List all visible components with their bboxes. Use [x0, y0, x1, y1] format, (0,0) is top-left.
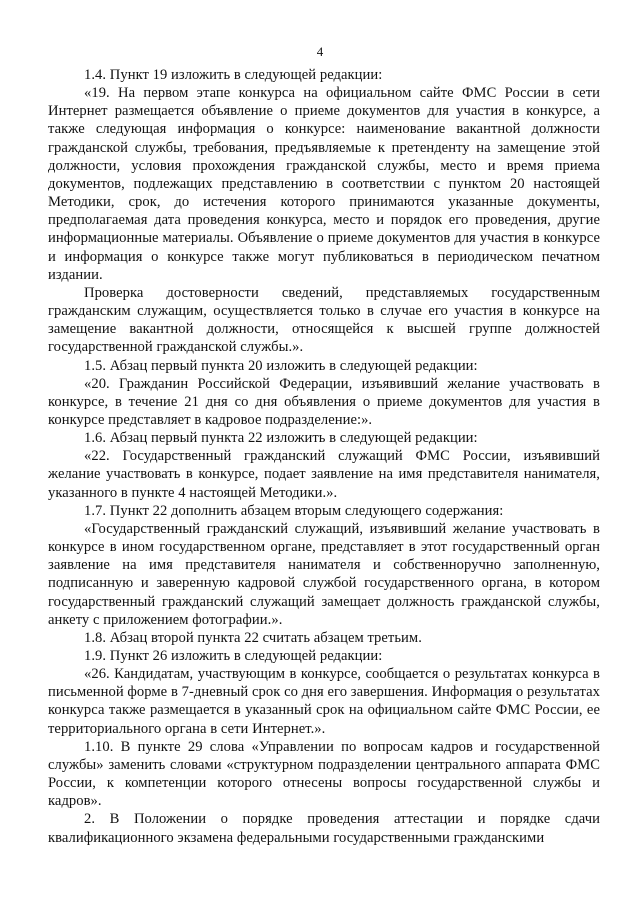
paragraph: 1.4. Пункт 19 изложить в следующей редакции: [84, 67, 383, 83]
paragraph: «22. Государственный гражданский служащий ФМС России, изъявивший желание участвовать в конкурсе, подает заявление на имя представителя нанимателя, указанного в пункте 4 настоящей Методики.». [48, 448, 600, 501]
paragraph: «26. Кандидатам, участвующим в конкурсе, сообщается о результатах конкурса в письменной форме в 7-дневный срок со дня его завершения. Информация о результатах конкурса также размещается в указанный срок на официальном сайте ФМС России, ее территориального органа в сети Интернет.». [48, 666, 600, 737]
paragraph: «Государственный гражданский служащий, изъявивший желание участвовать в конкурсе в ином государственном органе, представляет в этот государственный орган заявление на имя представителя нанимателя и собственноручно заполненную, подписанную и заверенную кадровой службой государственного органа, в котором государственный гражданский служащий замещает должность гражданской службы, анкету с приложением фотографии.». [48, 520, 600, 628]
paragraph: «19. На первом этапе конкурса на официальном сайте ФМС России в сети Интернет размещается объявление о приеме документов для участия в конкурсе, а также следующая информация о конкурсе: наименование вакантной должности гражданской службы, требования, предъявляемые к претенденту на замещение этой должности, условия прохождения гражданской службы, место и время приема документов, подлежащих представлению в соответствии с пунктом 20 настоящей Методики, срок, до истечения которого принимаются указанные документы, предполагаемая дата проведения конкурса, место и порядок его проведения, другие информационные материалы. Объявление о приеме документов для участия в конкурсе и информация о конкурсе также могут публиковаться в периодическом печатном издании. [48, 85, 600, 283]
page-number: 4 [316, 44, 324, 59]
document-body [48, 66, 600, 847]
paragraph: «20. Гражданин Российской Федерации, изъявивший желание участвовать в конкурсе, в течение 21 дня со дня объявления о приеме документов для участия в конкурсе представляет в кадровое подразделение:». [48, 375, 600, 428]
paragraph: Проверка достоверности сведений, представляемых государственным гражданским служащим, осуществляется только в случае его участия в конкурсе на замещение вакантной должности, относящейся к высшей группе должностей государственной гражданской службы.». [48, 284, 600, 356]
paragraph: 2. В Положении о порядке проведения аттестации и порядке сдачи квалификационного экзамена федеральными государственными гражданскими [48, 811, 600, 846]
paragraph: 1.8. Абзац второй пункта 22 считать абзацем третьим. [84, 629, 422, 646]
paragraph: 1.10. В пункте 29 слова «Управлении по вопросам кадров и государственной службы» заменить словами «структурном подразделении центрального аппарата ФМС России, к компетенции которого отнесены вопросы государственной службы и кадров». [48, 738, 600, 810]
paragraph: 1.6. Абзац первый пункта 22 изложить в следующей редакции: [84, 430, 478, 447]
paragraph: 1.9. Пункт 26 изложить в следующей редакции: [84, 648, 383, 664]
paragraph: 1.5. Абзац первый пункта 20 изложить в следующей редакции: [84, 357, 478, 374]
paragraph: 1.7. Пункт 22 дополнить абзацем вторым следующего содержания: [84, 502, 504, 519]
